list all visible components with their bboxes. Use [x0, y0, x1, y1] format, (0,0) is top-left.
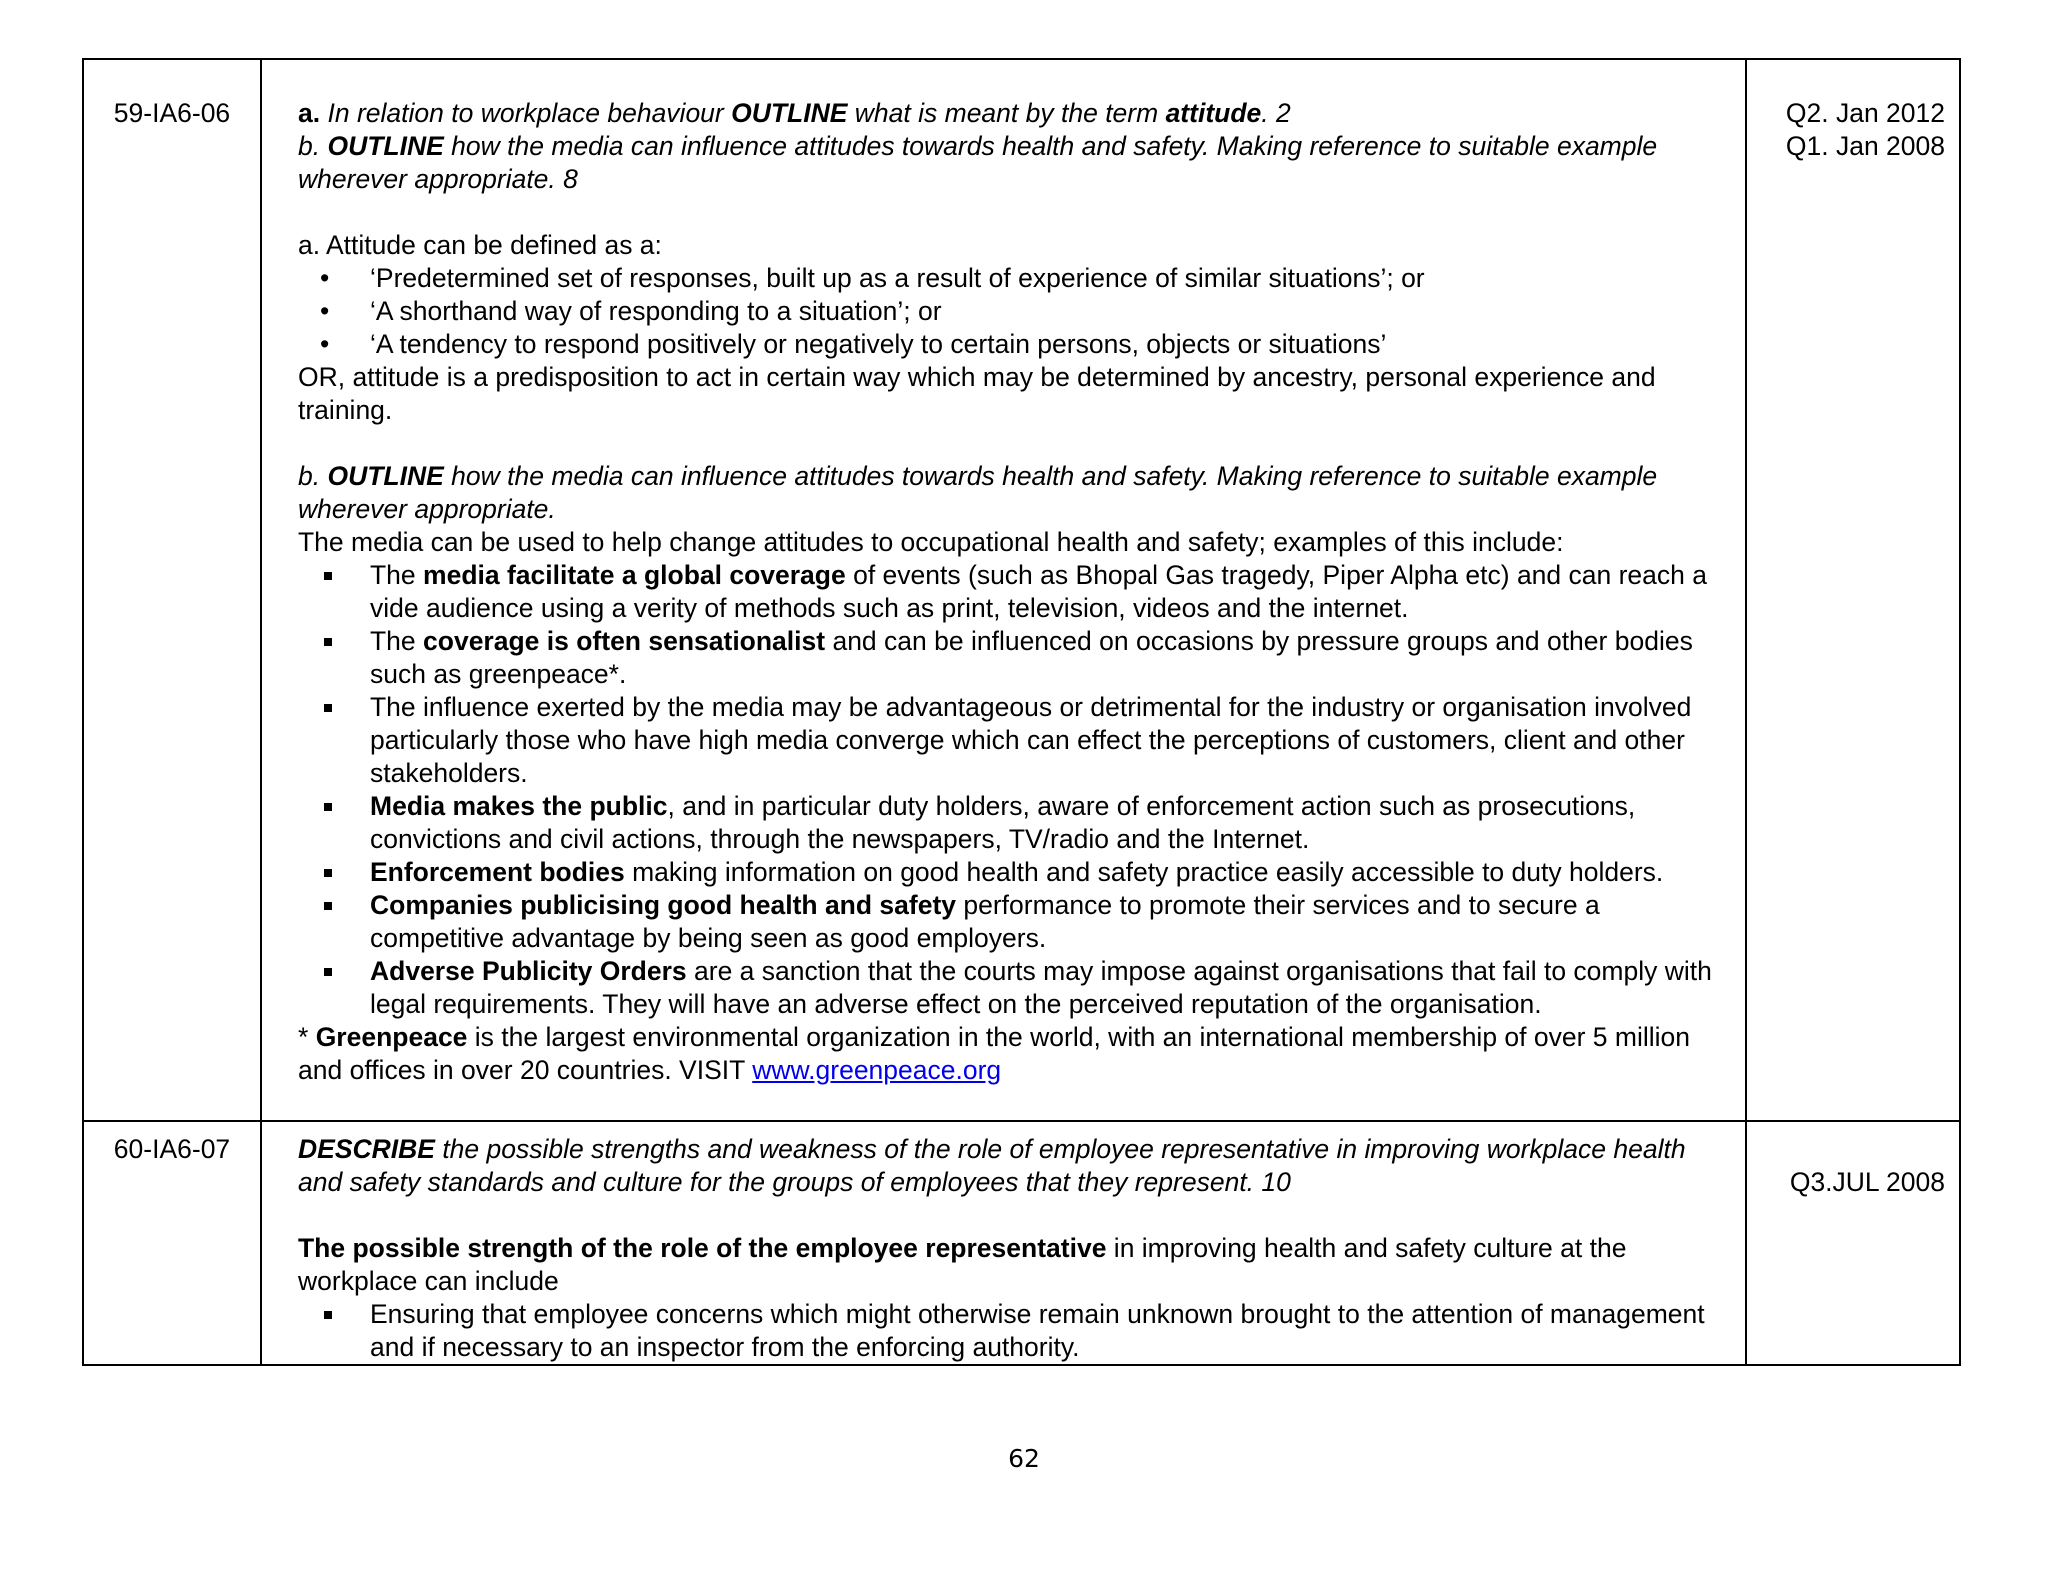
answer-intro: The possible strength of the role of the employee representative in improving health and safety culture at the workplace can include [298, 1233, 1627, 1296]
answer-b-list [298, 559, 1725, 1021]
question-ref: 60-IA6-07 [83, 1121, 261, 1365]
answer-a-or: OR, attitude is a predisposition to act in certain way which may be determined by ancestry, personal experience and training. [298, 362, 1656, 425]
qa-table [82, 58, 1961, 1366]
list-item: The media facilitate a global coverage of events (such as Bhopal Gas tragedy, Piper Alpha etc) and can reach a vide audience using a verity of methods such as print, television, videos and the internet. [298, 559, 1725, 625]
list-item: Enforcement bodies making information on good health and safety practice easily accessible to duty holders. [298, 856, 1725, 889]
source-ref: Q1. Jan 2008 [1785, 131, 1945, 161]
list-item: Ensuring that employee concerns which might otherwise remain unknown brought to the attention of management and if necessary to an inspector from the enforcing authority. [298, 1298, 1725, 1364]
list-item: Media makes the public, and in particular duty holders, aware of enforcement action such as prosecutions, convictions and civil actions, through the newspapers, TV/radio and the Internet. [298, 790, 1725, 856]
table-row [83, 59, 1960, 1121]
list-item: • ‘A tendency to respond positively or negatively to certain persons, objects or situations’ [298, 328, 1725, 361]
question-part-b: b. OUTLINE how the media can influence attitudes towards health and safety. Making reference to suitable example wherever appropriate. 8 [298, 131, 1658, 194]
list-item: Adverse Publicity Orders are a sanction that the courts may impose against organisations that fail to comply with legal requirements. They will have an adverse effect on the perceived reputation of the organisation. [298, 955, 1725, 1021]
list-item: • ‘A shorthand way of responding to a situation’; or [298, 295, 1725, 328]
greenpeace-link[interactable]: www.greenpeace.org [752, 1055, 1002, 1085]
page-number: 62 [1008, 1444, 1040, 1473]
question-sources [1746, 59, 1960, 1121]
answer-a-intro: a. Attitude can be defined as a: [298, 230, 662, 260]
question-body [261, 59, 1746, 1121]
answer-b-heading: b. OUTLINE how the media can influence attitudes towards health and safety. Making reference to suitable example wherever appropriate. [298, 461, 1658, 524]
answer-list [298, 1298, 1725, 1364]
list-item: Companies publicising good health and safety performance to promote their services and to secure a competitive advantage by being seen as good employers. [298, 889, 1725, 955]
table-row [83, 1121, 1960, 1365]
list-item: The influence exerted by the media may be advantageous or detrimental for the industry or organisation involved particularly those who have high media converge which can effect the perceptions of customers, client and other stakeholders. [298, 691, 1725, 790]
source-ref: Q3.JUL 2008 [1789, 1167, 1945, 1197]
question-body [261, 1121, 1746, 1365]
answer-a-list [298, 262, 1725, 361]
list-item: The coverage is often sensationalist and can be influenced on occasions by pressure groups and other bodies such as greenpeace*. [298, 625, 1725, 691]
question-ref: 59-IA6-06 [83, 59, 261, 1121]
question-text: DESCRIBE the possible strengths and weakness of the role of employee representative in improving workplace health and safety standards and culture for the groups of employees that they represent. 10 [298, 1134, 1686, 1197]
question-sources [1746, 1121, 1960, 1365]
question-part-a: a. In relation to workplace behaviour OUTLINE what is meant by the term attitude. 2 [298, 98, 1291, 128]
footnote: * Greenpeace is the largest environmental organization in the world, with an international membership of over 5 million and offices in over 20 countries. VISIT www.greenpeace.org [298, 1022, 1690, 1085]
list-item: • ‘Predetermined set of responses, built up as a result of experience of similar situations’; or [298, 262, 1725, 295]
answer-b-intro: The media can be used to help change attitudes to occupational health and safety; examples of this include: [298, 527, 1564, 557]
source-ref: Q2. Jan 2012 [1785, 98, 1945, 128]
